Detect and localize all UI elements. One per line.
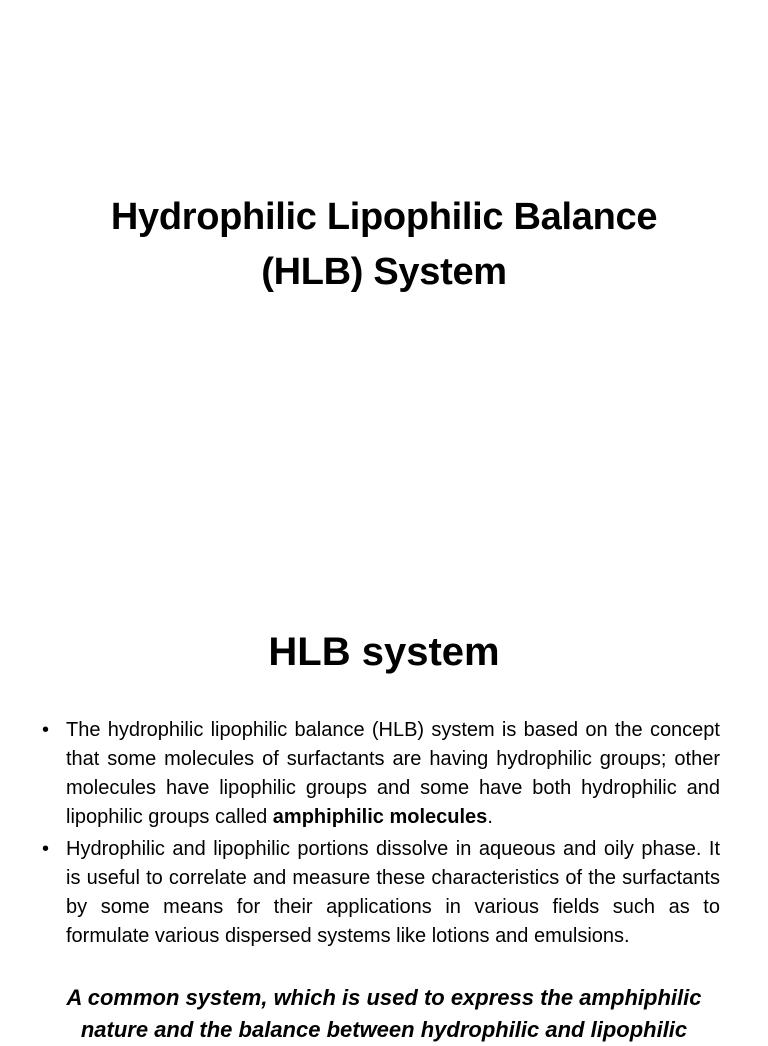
conclusion-text (20, 982, 748, 1046)
conclusion-line-2: nature and the balance between hydrophilic and lipophilic (80, 1017, 688, 1042)
slide-title-line-2: (HLB) System (261, 251, 507, 293)
conclusion-line-1: A common system, which is used to express the amphiphilic (66, 985, 702, 1010)
bullet-1-text: The hydrophilic lipophilic balance (HLB) system is based on the concept that some molecules of surfactants are having hydrophilic groups; other molecules have lipophilic groups and some have both hydrophilic and lipophilic groups called (66, 719, 720, 828)
bullet-dot-icon: • (42, 838, 50, 860)
bullet-list (40, 716, 720, 954)
bullet-item-1 (40, 716, 720, 832)
bullet-1-bold-term: amphiphilic molecules (272, 806, 488, 828)
slide-title (0, 190, 768, 300)
slide-title-line-1: Hydrophilic Lipophilic Balance (110, 196, 658, 238)
bullet-dot-icon: • (42, 719, 50, 741)
bullet-2-text: Hydrophilic and lipophilic portions dissolve in aqueous and oily phase. It is useful to correlate and measure these characteristics of the surfactants by some means for their applications in various fields such as to formulate various dispersed systems like lotions and emulsions. (66, 838, 720, 947)
bullet-1-text-end: . (487, 806, 493, 828)
content-slide (0, 576, 768, 1042)
bullet-item-2 (40, 835, 720, 951)
section-title: HLB system (268, 630, 500, 674)
